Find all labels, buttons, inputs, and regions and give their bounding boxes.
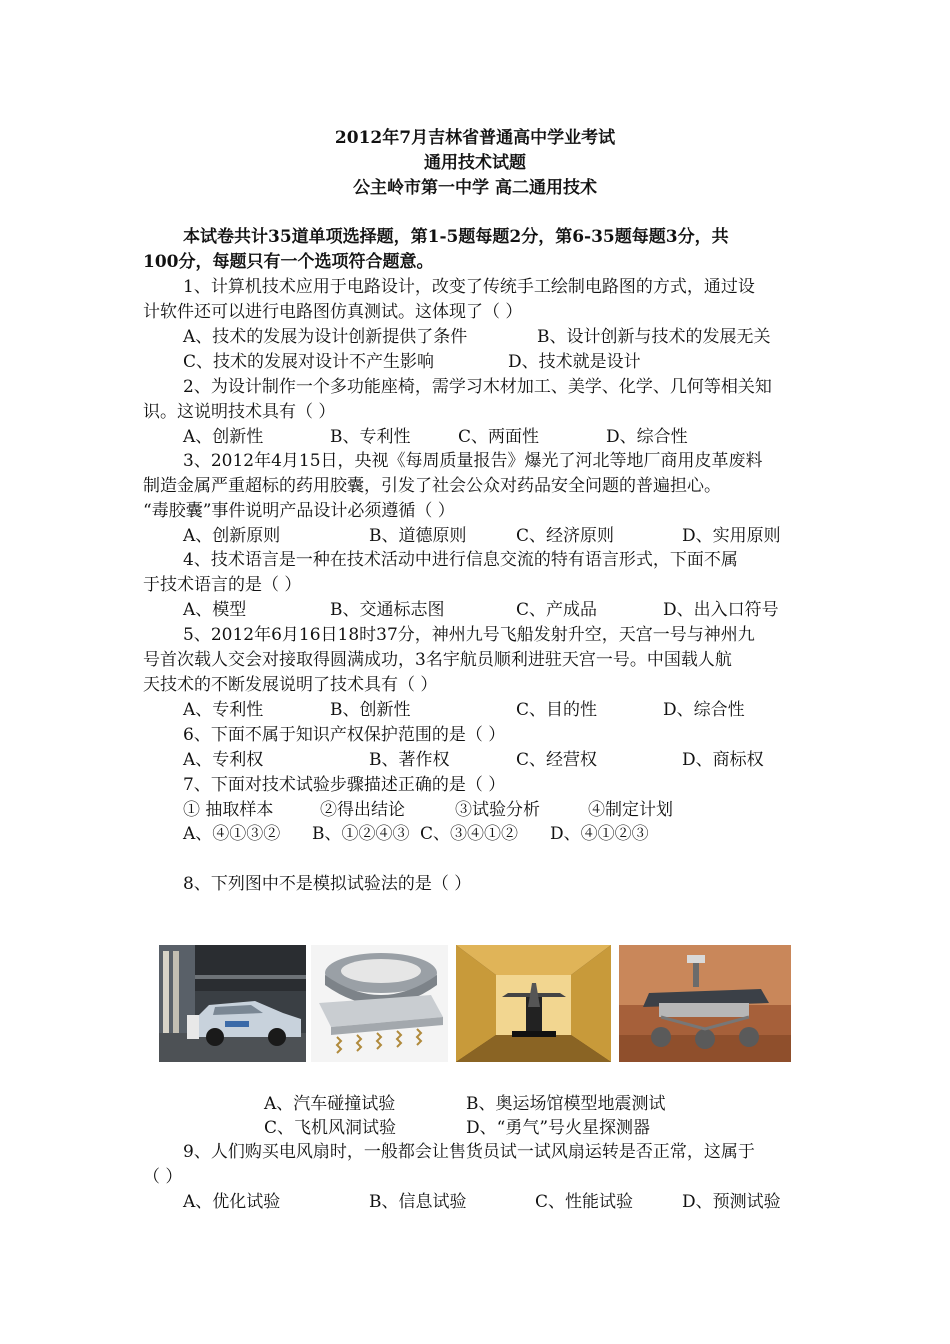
option-b[interactable]: B、创新性 (330, 700, 411, 720)
question-1-stem: 1、计算机技术应用于电路设计，改变了传统手工绘制电路图的方式，通过设 (183, 277, 755, 297)
option-c[interactable]: C、飞机风洞试验 (264, 1118, 397, 1138)
step-1: ① 抽取样本 (183, 800, 274, 820)
option-c[interactable]: C、经营权 (516, 750, 598, 770)
exam-subtitle: 通用技术试题 (424, 153, 526, 173)
option-b[interactable]: B、信息试验 (369, 1192, 467, 1212)
option-a[interactable]: A、优化试验 (183, 1192, 281, 1212)
instructions-line: 本试卷共计35道单项选择题，第1-5题每题2分，第6-35题每题3分，共 (183, 227, 729, 247)
option-c[interactable]: C、③④①② (420, 824, 519, 844)
mars-rover-photo (619, 945, 791, 1062)
step-2: ②得出结论 (320, 800, 405, 820)
option-c[interactable]: C、目的性 (516, 700, 598, 720)
option-b[interactable]: B、交通标志图 (330, 600, 445, 620)
option-d[interactable]: D、预测试验 (682, 1192, 781, 1212)
option-c[interactable]: C、性能试验 (535, 1192, 634, 1212)
option-b[interactable]: B、①②④③ (312, 824, 410, 844)
option-b[interactable]: B、专利性 (330, 427, 411, 447)
question-9-stem: 9、人们购买电风扇时，一般都会让售货员试一试风扇运转是否正常，这属于 (183, 1142, 755, 1162)
option-d[interactable]: D、技术就是设计 (508, 352, 641, 372)
option-a[interactable]: A、汽车碰撞试验 (264, 1094, 396, 1114)
option-a[interactable]: A、专利性 (183, 700, 264, 720)
instructions-line: 100分，每题只有一个选项符合题意。 (143, 252, 434, 272)
car-crash-photo (159, 945, 306, 1062)
question-5-stem: 天技术的不断发展说明了技术具有（ ） (143, 675, 438, 695)
step-4: ④制定计划 (588, 800, 673, 820)
question-3-stem: 制造金属严重超标的药用胶囊，引发了社会公众对药品安全问题的普遍担心。 (143, 476, 721, 496)
question-1-stem: 计软件还可以进行电路图仿真测试。这体现了（ ） (143, 302, 523, 322)
option-d[interactable]: D、出入口符号 (663, 600, 779, 620)
step-3: ③试验分析 (455, 800, 540, 820)
question-4-stem: 4、技术语言是一种在技术活动中进行信息交流的特有语言形式，下面不属 (183, 550, 738, 570)
option-a[interactable]: A、创新原则 (183, 526, 281, 546)
question-3-stem: 3、2012年4月15日，央视《每周质量报告》爆光了河北等地厂商用皮革废料 (183, 451, 763, 471)
option-a[interactable]: A、技术的发展为设计创新提供了条件 (183, 327, 468, 347)
option-d[interactable]: D、综合性 (663, 700, 745, 720)
option-d[interactable]: D、④①②③ (550, 824, 649, 844)
option-b[interactable]: B、奥运场馆模型地震测试 (466, 1094, 666, 1114)
option-b[interactable]: B、著作权 (369, 750, 450, 770)
stadium-model-photo (311, 945, 448, 1062)
option-c[interactable]: C、经济原则 (516, 526, 615, 546)
school-name: 公主岭市第一中学 高二通用技术 (353, 178, 597, 198)
question-2-stem: 识。这说明技术具有（ ） (143, 402, 336, 422)
exam-title: 2012年7月吉林省普通高中学业考试 (334, 128, 616, 148)
option-b[interactable]: B、道德原则 (369, 526, 467, 546)
option-d[interactable]: D、实用原则 (682, 526, 781, 546)
option-a[interactable]: A、模型 (183, 600, 247, 620)
option-c[interactable]: C、两面性 (458, 427, 540, 447)
question-4-stem: 于技术语言的是（ ） (143, 575, 302, 595)
option-d[interactable]: D、综合性 (606, 427, 688, 447)
option-c[interactable]: C、产成品 (516, 600, 598, 620)
question-2-stem: 2、为设计制作一个多功能座椅，需学习木材加工、美学、化学、几何等相关知 (183, 377, 772, 397)
question-3-stem: “毒胶囊”事件说明产品设计必须遵循（ ） (143, 501, 455, 521)
wind-tunnel-photo (456, 945, 611, 1062)
option-a[interactable]: A、创新性 (183, 427, 264, 447)
question-5-stem: 号首次载人交会对接取得圆满成功，3名宇航员顺利进驻天宫一号。中国载人航 (143, 650, 732, 670)
question-9-stem: （ ） (143, 1167, 183, 1187)
question-6-stem: 6、下面不属于知识产权保护范围的是（ ） (183, 725, 506, 745)
option-d[interactable]: D、“勇气”号火星探测器 (466, 1118, 651, 1138)
option-b[interactable]: B、设计创新与技术的发展无关 (537, 327, 771, 347)
option-a[interactable]: A、专利权 (183, 750, 264, 770)
option-c[interactable]: C、技术的发展对设计不产生影响 (183, 352, 435, 372)
question-7-stem: 7、下面对技术试验步骤描述正确的是（ ） (183, 775, 506, 795)
question-8-stem: 8、下列图中不是模拟试验法的是（ ） (183, 874, 472, 894)
option-a[interactable]: A、④①③② (183, 824, 281, 844)
option-d[interactable]: D、商标权 (682, 750, 764, 770)
question-5-stem: 5、2012年6月16日18时37分，神州九号飞船发射升空，天宫一号与神州九 (183, 625, 755, 645)
